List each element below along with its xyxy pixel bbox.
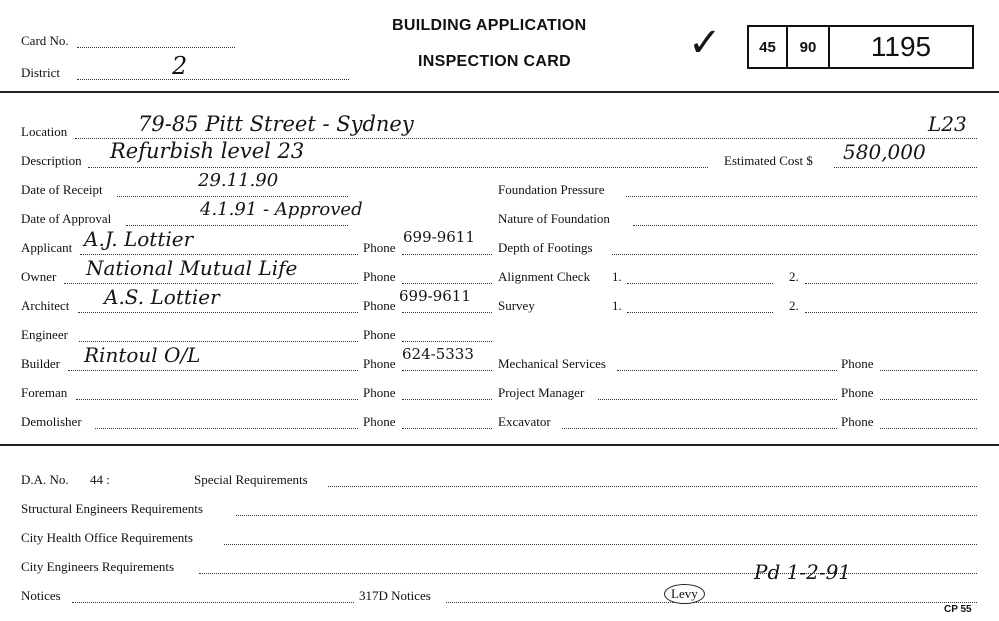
survey-line-2[interactable]: [805, 312, 977, 313]
date-receipt-line[interactable]: [117, 196, 348, 197]
description-line[interactable]: [88, 167, 708, 168]
applicant-value: A.J. Lottier: [84, 227, 194, 251]
description-value: Refurbish level 23: [110, 139, 305, 163]
special-requirements-label: Special Requirements: [194, 472, 308, 487]
card-no-line[interactable]: [77, 47, 235, 48]
payment-signature-note: Pd 1-2-91: [754, 560, 852, 584]
architect-value: A.S. Lottier: [104, 285, 220, 309]
excavator-phone-label: Phone: [841, 414, 874, 429]
alignment-check-label: Alignment Check: [498, 269, 591, 284]
foundation-pressure-label: Foundation Pressure: [498, 182, 605, 197]
location-label: Location: [21, 124, 68, 139]
mechanical-services-label: Mechanical Services: [498, 356, 606, 371]
notices-line[interactable]: [72, 602, 354, 603]
notices-317d-line[interactable]: [446, 602, 977, 603]
form-title-line2: INSPECTION CARD: [418, 53, 571, 70]
engineer-phone-line[interactable]: [402, 341, 492, 342]
header-divider: [0, 91, 999, 93]
builder-value: Rintoul O/L: [84, 343, 201, 367]
estimated-cost-value: 580,000: [843, 140, 926, 164]
excavator-label: Excavator: [498, 414, 551, 429]
builder-label: Builder: [21, 356, 60, 371]
district-label: District: [21, 65, 60, 80]
mechanical-services-line[interactable]: [617, 370, 837, 371]
card-box-a: 45: [747, 25, 788, 69]
architect-phone-label: Phone: [363, 298, 396, 313]
depth-footings-line[interactable]: [612, 254, 977, 255]
applicant-line[interactable]: [80, 254, 358, 255]
alignment-check-line-2[interactable]: [805, 283, 977, 284]
architect-label: Architect: [21, 298, 70, 313]
nature-foundation-label: Nature of Foundation: [498, 211, 610, 226]
demolisher-phone-line[interactable]: [402, 428, 492, 429]
estimated-cost-label: Estimated Cost $: [724, 153, 813, 168]
demolisher-label: Demolisher: [21, 414, 82, 429]
notices-317d-label: 317D Notices: [359, 588, 431, 603]
district-line[interactable]: [77, 79, 349, 80]
project-manager-line[interactable]: [598, 399, 837, 400]
foreman-label: Foreman: [21, 385, 68, 400]
project-manager-phone-label: Phone: [841, 385, 874, 400]
architect-line[interactable]: [78, 312, 358, 313]
architect-phone-line[interactable]: [402, 312, 492, 313]
foreman-line[interactable]: [76, 399, 358, 400]
checkmark-icon: ✓: [688, 20, 722, 66]
owner-phone-label: Phone: [363, 269, 396, 284]
excavator-phone-line[interactable]: [880, 428, 977, 429]
date-approval-line[interactable]: [126, 225, 348, 226]
owner-line[interactable]: [64, 283, 358, 284]
owner-phone-line[interactable]: [402, 283, 492, 284]
date-receipt-value: 29.11.90: [198, 170, 279, 191]
architect-phone-value: 699-9611: [399, 287, 471, 305]
applicant-label: Applicant: [21, 240, 73, 255]
applicant-phone-value: 699-9611: [403, 228, 475, 246]
foreman-phone-label: Phone: [363, 385, 396, 400]
applicant-phone-label: Phone: [363, 240, 396, 255]
excavator-line[interactable]: [562, 428, 837, 429]
form-code: CP 55: [944, 604, 972, 615]
city-engineers-requirements-label: City Engineers Requirements: [21, 559, 175, 574]
survey-line-1[interactable]: [627, 312, 773, 313]
card-no-label: Card No.: [21, 33, 69, 48]
details-divider: [0, 444, 999, 446]
alignment-check-num1: 1.: [612, 269, 622, 284]
builder-phone-label: Phone: [363, 356, 396, 371]
engineer-line[interactable]: [79, 341, 358, 342]
engineer-label: Engineer: [21, 327, 68, 342]
survey-num1: 1.: [612, 298, 622, 313]
card-box-b: 90: [786, 25, 830, 69]
date-approval-value: 4.1.91 - Approved: [200, 199, 363, 220]
date-approval-label: Date of Approval: [21, 211, 112, 226]
date-receipt-label: Date of Receipt: [21, 182, 103, 197]
notices-label: Notices: [21, 588, 61, 603]
district-value: 2: [172, 52, 188, 80]
builder-phone-value: 624-5333: [402, 345, 474, 363]
city-engineers-requirements-line[interactable]: [199, 573, 977, 574]
structural-requirements-line[interactable]: [236, 515, 977, 516]
demolisher-phone-label: Phone: [363, 414, 396, 429]
builder-line[interactable]: [68, 370, 358, 371]
applicant-phone-line[interactable]: [402, 254, 492, 255]
health-requirements-label: City Health Office Requirements: [21, 530, 193, 545]
description-label: Description: [21, 153, 82, 168]
survey-num2: 2.: [789, 298, 799, 313]
structural-requirements-label: Structural Engineers Requirements: [21, 501, 203, 516]
form-title-line1: BUILDING APPLICATION: [392, 17, 587, 34]
alignment-check-num2: 2.: [789, 269, 799, 284]
location-code: L23: [928, 112, 967, 136]
owner-label: Owner: [21, 269, 57, 284]
location-value: 79-85 Pitt Street - Sydney: [138, 112, 414, 136]
survey-label: Survey: [498, 298, 535, 313]
engineer-phone-label: Phone: [363, 327, 396, 342]
alignment-check-line-1[interactable]: [627, 283, 773, 284]
card-box-number: 1195: [828, 25, 974, 69]
demolisher-line[interactable]: [95, 428, 358, 429]
mechanical-phone-label: Phone: [841, 356, 874, 371]
estimated-cost-line[interactable]: [834, 167, 977, 168]
health-requirements-line[interactable]: [224, 544, 977, 545]
foreman-phone-line[interactable]: [402, 399, 492, 400]
builder-phone-line[interactable]: [402, 370, 492, 371]
depth-footings-label: Depth of Footings: [498, 240, 593, 255]
foundation-pressure-line[interactable]: [626, 196, 977, 197]
owner-value: National Mutual Life: [86, 256, 298, 280]
da-no-value: 44 :: [90, 472, 110, 487]
nature-foundation-line[interactable]: [633, 225, 977, 226]
project-manager-phone-line[interactable]: [880, 399, 977, 400]
mechanical-phone-line[interactable]: [880, 370, 977, 371]
project-manager-label: Project Manager: [498, 385, 585, 400]
levy-stamp: Levy: [664, 584, 705, 604]
da-no-label: D.A. No.: [21, 472, 69, 487]
special-requirements-line[interactable]: [328, 486, 977, 487]
